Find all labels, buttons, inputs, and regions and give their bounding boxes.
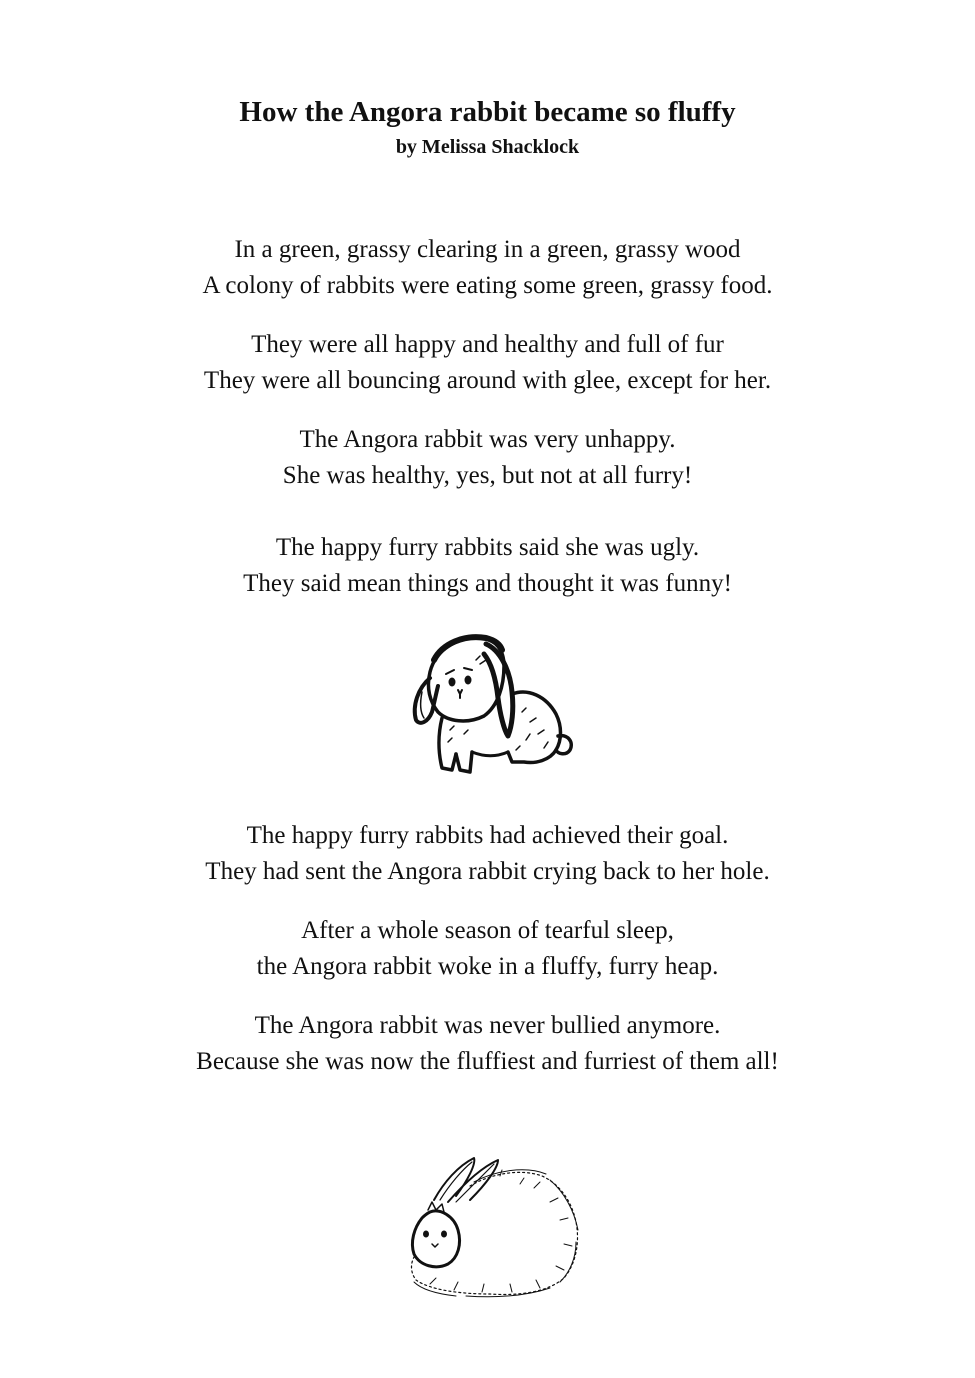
poem-line: They had sent the Angora rabbit crying back to her hole. [205, 858, 770, 885]
stanza-1 [0, 232, 975, 304]
stanza-5 [0, 818, 975, 890]
poem-title: How the Angora rabbit became so fluffy [239, 96, 736, 128]
poem-line: They were all bouncing around with glee, except for her. [203, 367, 772, 394]
poem-line: They were all happy and healthy and full of fur [251, 331, 724, 358]
poem-byline: by Melissa Shacklock [395, 136, 580, 158]
poem-line: They said mean things and thought it was funny! [243, 570, 732, 597]
poem-line: After a whole season of tearful sleep, [301, 917, 674, 944]
fluffy-rabbit-icon [400, 1154, 585, 1299]
stanza-3 [0, 422, 975, 494]
poem-line: The happy furry rabbits had achieved their goal. [246, 822, 729, 849]
stanza-2 [0, 327, 975, 399]
poem-line: The Angora rabbit was never bullied anymore. [254, 1012, 721, 1039]
poem-line: She was healthy, yes, but not at all furry! [282, 462, 693, 489]
sad-rabbit-icon [408, 630, 578, 778]
poem-line: The Angora rabbit was very unhappy. [299, 426, 676, 453]
stanza-4 [0, 530, 975, 602]
poem-line: the Angora rabbit woke in a fluffy, furry heap. [256, 953, 719, 980]
stanza-6 [0, 913, 975, 985]
poem-line: Because she was now the fluffiest and furriest of them all! [196, 1048, 779, 1075]
poem-line: In a green, grassy clearing in a green, grassy wood [234, 236, 741, 263]
stanza-7 [0, 1008, 975, 1080]
poem-line: The happy furry rabbits said she was ugly. [275, 534, 700, 561]
poem-line: A colony of rabbits were eating some green, grassy food. [202, 272, 773, 299]
